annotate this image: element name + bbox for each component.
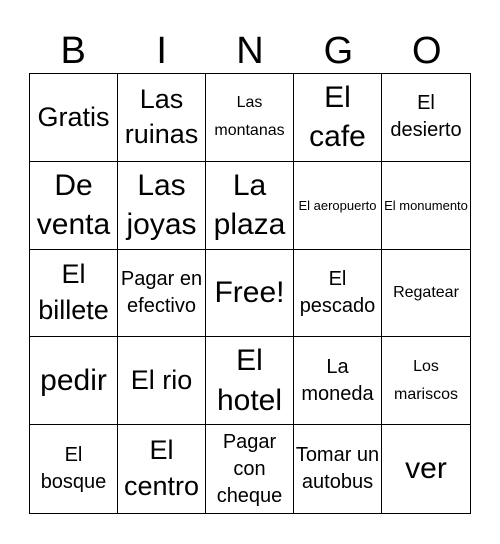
bingo-cell[interactable]	[206, 162, 294, 250]
header-letter-b: B	[60, 30, 86, 72]
cell-text: pedir	[40, 363, 107, 397]
bingo-cell[interactable]	[118, 162, 206, 250]
cell-text: Tomar un autobus	[295, 444, 380, 494]
bingo-cell[interactable]	[382, 425, 470, 513]
bingo-cell[interactable]	[206, 74, 294, 162]
bingo-cell[interactable]	[294, 162, 382, 250]
bingo-card	[29, 73, 471, 514]
cell-text: El bosque	[40, 444, 107, 494]
bingo-cell[interactable]	[294, 250, 382, 338]
bingo-cell[interactable]	[30, 74, 118, 162]
cell-text: El hotel	[216, 344, 283, 417]
bingo-cell[interactable]	[30, 425, 118, 513]
bingo-cell[interactable]	[118, 74, 206, 162]
cell-text: Pagar con cheque	[216, 430, 283, 507]
cell-text: El aeropuerto	[298, 197, 377, 213]
cell-text: El pescado	[299, 267, 376, 317]
header-letter-i: I	[156, 30, 167, 72]
bingo-cell[interactable]	[30, 162, 118, 250]
header-letter-o: O	[412, 30, 442, 72]
cell-text: El billete	[38, 259, 109, 325]
bingo-cell[interactable]	[206, 337, 294, 425]
free-space[interactable]	[206, 250, 294, 338]
cell-text: El desierto	[390, 92, 462, 142]
cell-text: Gratis	[37, 101, 110, 132]
header-letter-g: G	[323, 30, 354, 72]
cell-text: La plaza	[213, 168, 286, 242]
bingo-cell[interactable]	[294, 74, 382, 162]
cell-text: El monumento	[384, 197, 468, 213]
cell-text: Los mariscos	[393, 357, 458, 403]
bingo-cell[interactable]	[294, 425, 382, 513]
bingo-cell[interactable]	[30, 337, 118, 425]
cell-text: De venta	[36, 168, 111, 242]
cell-text: El centro	[123, 435, 200, 502]
bingo-cell[interactable]	[382, 74, 470, 162]
bingo-header	[29, 28, 471, 74]
cell-text: Las joyas	[126, 168, 197, 242]
cell-text: La moneda	[301, 355, 374, 405]
bingo-cell[interactable]	[294, 337, 382, 425]
bingo-cell[interactable]	[118, 425, 206, 513]
bingo-cell[interactable]	[118, 250, 206, 338]
cell-text: Regatear	[393, 283, 459, 301]
bingo-cell[interactable]	[382, 162, 470, 250]
cell-text: Las ruinas	[124, 83, 199, 150]
cell-text: Free!	[214, 276, 285, 310]
cell-text: El cafe	[309, 80, 366, 154]
cell-text: ver	[405, 452, 447, 486]
bingo-cell[interactable]	[30, 250, 118, 338]
cell-text: Las montanas	[214, 94, 285, 140]
bingo-cell[interactable]	[382, 250, 470, 338]
bingo-cell[interactable]	[382, 337, 470, 425]
cell-text: Pagar en efectivo	[120, 267, 203, 317]
bingo-cell[interactable]	[118, 337, 206, 425]
header-letter-n: N	[236, 30, 264, 72]
cell-text: El rio	[130, 364, 193, 395]
bingo-cell[interactable]	[206, 425, 294, 513]
